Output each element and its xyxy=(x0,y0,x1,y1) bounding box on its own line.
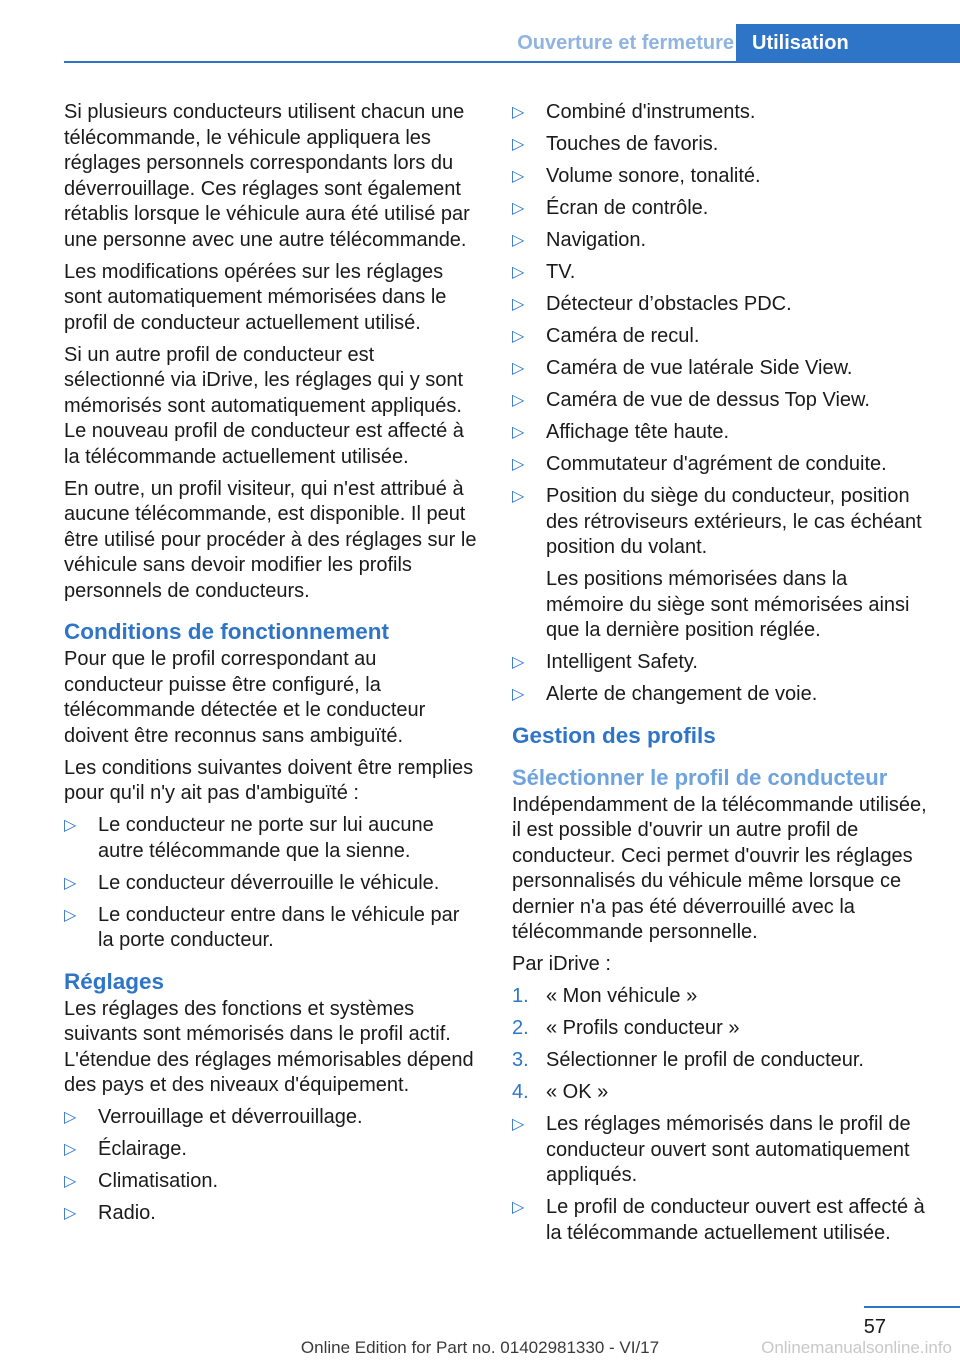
triangle-right-icon: ▷ xyxy=(512,488,525,505)
list-item: ▷ Le profil de conducteur ouvert est affecté à la télécommande actuellement utilisée. xyxy=(512,1196,925,1244)
step-item: 4. « OK » xyxy=(512,1080,930,1106)
page-number: 57 xyxy=(863,1316,886,1338)
triangle-right-icon: ▷ xyxy=(512,296,525,313)
paragraph: Les modifications opérées sur les réglages sont automatiquement mémorisées dans le profil de conducteur actuellement utilisé. xyxy=(64,260,447,334)
triangle-right-icon: ▷ xyxy=(64,1173,77,1190)
triangle-right-icon: ▷ xyxy=(512,168,525,185)
paragraph: Indépendamment de la télécommande utilisée, il est possible d'ouvrir un autre profil de conducteur. Ceci permet d'ouvrir les réglages personnalisés du véhicule même lorsque ce dernier n'a pas été déverrouillé avec la télécommande personnelle. xyxy=(512,793,927,943)
conditions-list xyxy=(64,813,478,954)
triangle-right-icon: ▷ xyxy=(512,392,525,409)
list-item: ▷ Le conducteur ne porte sur lui aucune autre télécommande que la sienne. xyxy=(64,814,434,862)
edition-footer: Online Edition for Part no. 01402981330 - VI/17 xyxy=(300,1338,660,1357)
paragraph: Pour que le profil correspondant au conducteur puisse être configuré, la télécommande détectée et le conducteur doivent être reconnus sans ambiguïté. xyxy=(64,648,426,747)
list-item: ▷ Caméra de recul. xyxy=(512,324,930,350)
paragraph: Les conditions suivantes doivent être remplies pour qu'il n'y ait pas d'ambiguïté : xyxy=(64,756,474,804)
triangle-right-icon: ▷ xyxy=(64,817,77,834)
list-item: ▷ Position du siège du conducteur, position des rétroviseurs extérieurs, le cas échéant position du volant. Les positions mémorisées dans la mémoire du siège sont mémorisées ainsi que la dernière position réglée. xyxy=(512,484,930,644)
step-number: 2. xyxy=(512,1017,529,1039)
steps-list xyxy=(512,984,930,1106)
page-header xyxy=(0,0,960,62)
right-column xyxy=(512,100,930,1253)
paragraph: Les réglages des fonctions et systèmes suivants sont mémorisés dans le profil actif. L'étendue des réglages mémorisables dépend des pays et des niveaux d'équipement. xyxy=(64,997,474,1096)
results-list xyxy=(512,1112,930,1246)
heading-conditions: Conditions de fonctionnement xyxy=(64,619,389,644)
list-item: ▷ Combiné d'instruments. xyxy=(512,100,930,126)
left-column xyxy=(64,100,478,1233)
list-item: ▷ Le conducteur entre dans le véhicule par la porte conducteur. xyxy=(64,903,460,951)
triangle-right-icon: ▷ xyxy=(64,1205,77,1222)
triangle-right-icon: ▷ xyxy=(512,686,525,703)
heading-gestion-profils: Gestion des profils xyxy=(512,722,716,748)
triangle-right-icon: ▷ xyxy=(512,654,525,671)
paragraph: En outre, un profil visiteur, qui n'est attribué à aucune télécommande, est disponible. Il peut être utilisé pour procéder à des réglages sur le véhicule sans devoir modifier les profils personnels de conducteurs. xyxy=(64,477,477,602)
list-item: ▷ Verrouillage et déverrouillage. xyxy=(64,1105,478,1131)
header-rule xyxy=(64,61,960,63)
triangle-right-icon: ▷ xyxy=(64,1109,77,1126)
list-item: ▷ Climatisation. xyxy=(64,1169,478,1195)
list-item: ▷ Détecteur d’obstacles PDC. xyxy=(512,292,930,318)
triangle-right-icon: ▷ xyxy=(64,1141,77,1158)
list-item-note: Les positions mémorisées dans la mémoire du siège sont mémorisées ainsi que la dernière position réglée. xyxy=(546,568,910,641)
list-item: ▷ Caméra de vue de dessus Top View. xyxy=(512,388,930,414)
list-item: ▷ Écran de contrôle. xyxy=(512,196,930,222)
list-item: ▷ Commutateur d'agrément de conduite. xyxy=(512,452,930,478)
step-item: 2. « Profils conducteur » xyxy=(512,1016,930,1042)
triangle-right-icon: ▷ xyxy=(512,456,525,473)
list-item: ▷ Les réglages mémorisés dans le profil de conducteur ouvert sont automatiquement appliqués. xyxy=(512,1113,911,1186)
list-item: ▷ Navigation. xyxy=(512,228,930,254)
header-section-title: Ouverture et fermeture xyxy=(517,32,734,54)
triangle-right-icon: ▷ xyxy=(512,1116,525,1133)
site-watermark: Onlinemanualsonline.info xyxy=(761,1338,952,1357)
heading-reglages: Réglages xyxy=(64,968,165,994)
triangle-right-icon: ▷ xyxy=(512,424,525,441)
step-number: 1. xyxy=(512,985,529,1007)
triangle-right-icon: ▷ xyxy=(512,104,525,121)
step-item: 3. Sélectionner le profil de conducteur. xyxy=(512,1048,930,1074)
triangle-right-icon: ▷ xyxy=(64,906,77,924)
list-item: ▷ TV. xyxy=(512,260,930,286)
reglages-list-continued xyxy=(512,100,930,708)
paragraph: Par iDrive : xyxy=(512,953,611,975)
subheading-selection-profil: Sélectionner le profil de conducteur xyxy=(512,764,888,790)
triangle-right-icon: ▷ xyxy=(512,328,525,345)
step-item: 1. « Mon véhicule » xyxy=(512,984,930,1010)
step-number: 3. xyxy=(512,1049,529,1071)
paragraph: Si plusieurs conducteurs utilisent chacun une télécommande, le véhicule appliquera les réglages personnels correspondants lors du déverrouillage. Ces réglages sont également rétablis lorsque le véhicule aura été utilisé par une personne avec une autre télécommande. xyxy=(64,101,470,251)
paragraph: Si un autre profil de conducteur est sélectionné via iDrive, les réglages qui y sont mémorisés sont automatiquement appliqués. Le nouveau profil de conducteur est affecté à la télécommande actuellement utilisée. xyxy=(64,343,464,468)
list-item: ▷ Touches de favoris. xyxy=(512,132,930,158)
triangle-right-icon: ▷ xyxy=(512,1199,525,1216)
triangle-right-icon: ▷ xyxy=(512,136,525,153)
footer-rule xyxy=(864,1306,960,1308)
list-item: ▷ Radio. xyxy=(64,1201,478,1227)
list-item: ▷ Volume sonore, tonalité. xyxy=(512,164,930,190)
list-item: ▷ Alerte de changement de voie. xyxy=(512,682,930,708)
list-item: ▷ Le conducteur déverrouille le véhicule. xyxy=(64,871,478,897)
triangle-right-icon: ▷ xyxy=(512,200,525,217)
step-number: 4. xyxy=(512,1081,529,1103)
list-item: ▷ Éclairage. xyxy=(64,1137,478,1163)
header-chapter-tab: Utilisation xyxy=(736,24,960,62)
triangle-right-icon: ▷ xyxy=(512,264,525,281)
triangle-right-icon: ▷ xyxy=(64,874,77,892)
list-item: ▷ Intelligent Safety. xyxy=(512,650,930,676)
list-item: ▷ Caméra de vue latérale Side View. xyxy=(512,356,930,382)
list-item: ▷ Affichage tête haute. xyxy=(512,420,930,446)
reglages-list xyxy=(64,1105,478,1227)
triangle-right-icon: ▷ xyxy=(512,232,525,249)
triangle-right-icon: ▷ xyxy=(512,360,525,377)
